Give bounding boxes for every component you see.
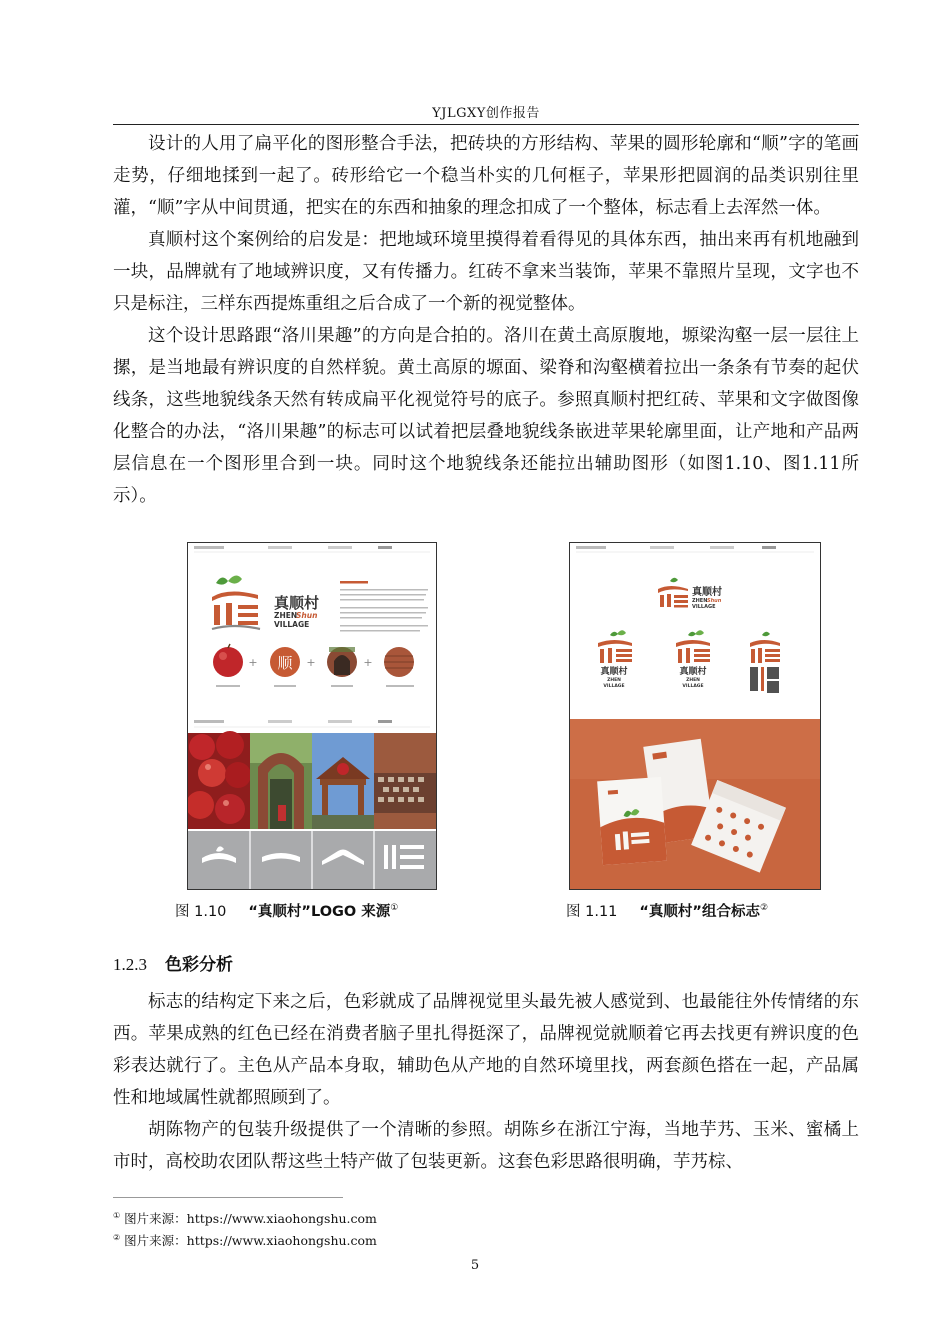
figure-1-10 [187, 542, 437, 890]
svg-text:+: + [306, 656, 316, 669]
symbol-panels [188, 831, 436, 889]
paragraph: 胡陈物产的包装升级提供了一个清晰的参照。胡陈乡在浙江宁海，当地芋艿、玉米、蜜橘上市时，高校助农团队帮这些土特产做了包装更新。这套色彩思路很明确，芋艿棕、 [113, 1120, 859, 1172]
body-text-bottom [113, 986, 859, 1178]
figure-1-11-image [570, 543, 820, 889]
lockup-en-2: Shun [707, 598, 722, 604]
vlockup2-en-3: VILLAGE [682, 684, 704, 689]
page-number: 5 [470, 1258, 480, 1273]
running-head: YJLGXY创作报告 [432, 106, 540, 121]
section-number: 1.2.3 [113, 955, 147, 974]
brick-wall-circle [384, 647, 414, 677]
section-title: 色彩分析 [165, 955, 233, 975]
logo-cn-text: 真顺村 [274, 594, 320, 612]
section-heading [113, 950, 233, 975]
vlockup1-cn: 真顺村 [600, 667, 628, 677]
gate-building-photo [312, 733, 374, 829]
svg-text:+: + [248, 656, 258, 669]
arch-gate-photo [250, 733, 312, 829]
vlockup2-en: ZHEN [686, 678, 700, 683]
arch-gate-circle [327, 647, 357, 677]
caption-number: 图 1.10 [175, 904, 227, 920]
vlockup2-cn: 真顺村 [679, 667, 707, 677]
vlockup1-en: ZHEN [607, 678, 621, 683]
footnote-mark: ② [759, 903, 769, 914]
caption-name: “真顺村”LOGO 来源 [248, 904, 391, 920]
brick-wall-photo [374, 733, 436, 829]
footnote-mark: ① [390, 903, 399, 914]
logo-en-text-3: VILLAGE [274, 620, 310, 629]
packaging-photo [570, 719, 820, 889]
footnote-rule [113, 1197, 343, 1198]
paragraph: 真顺村这个案例给的启发是：把地域环境里摸得着看得见的具体东西，抽出来再有机地融到一块，品牌就有了地域辨识度，又有传播力。红砖不拿来当装饰，苹果不靠照片呈现，文字也不只是标注，三样东西提炼重组之后合成了一个新的视觉整体。 [113, 230, 859, 314]
footnote [113, 1228, 377, 1250]
figure-1-11-caption [566, 900, 768, 921]
figure-1-11 [569, 542, 821, 890]
svg-text:+: + [363, 656, 373, 669]
header-rule [113, 124, 859, 125]
paragraph: 标志的结构定下来之后，色彩就成了品牌视觉里头最先被人感觉到、也最能往外传情绪的东西。苹果成熟的红色已经在消费者脑子里扎得挺深了，品牌视觉就顺着它再去找更有辨识度的色彩表达就行了。主色从产品本身取，辅助色从产地的自然环境里找，两套颜色搭在一起，产品属性和地域属性就都照顾到了。 [113, 992, 859, 1108]
figure-1-10-image [188, 543, 436, 889]
lockup-en-1: ZHEN [692, 598, 708, 604]
caption-name: “真顺村”组合标志 [639, 904, 760, 920]
lockup-cn-text: 真顺村 [692, 587, 722, 598]
figure-1-10-caption [175, 900, 398, 921]
vlockup1-en-3: VILLAGE [603, 684, 625, 689]
logo-en-text-2: Shun [296, 611, 318, 620]
footnotes [113, 1206, 377, 1250]
shun-character-circle [270, 647, 300, 677]
apple-photo [188, 731, 251, 829]
paragraph: 设计的人用了扁平化的图形整合手法，把砖块的方形结构、苹果的圆形轮廓和“顺”字的笔画走势，仔细地揉到一起了。砖形给它一个稳当朴实的几何框子，苹果形把圆润的品类识别往里灌，“顺”字从中间贯通，把实在的东西和抽象的理念扣成了一个整体，标志看上去浑然一体。 [113, 134, 859, 218]
footnote-text: 图片来源：https://www.xiaohongshu.com [124, 1233, 377, 1249]
body-text-top [113, 128, 859, 512]
paragraph: 这个设计思路跟“洛川果趣”的方向是合拍的。洛川在黄土高原腹地，塬梁沟壑一层一层往上摞，是当地最有辨识度的自然样貌。黄土高原的塬面、梁脊和沟壑横着拉出一条条有节奏的起伏线条，这些地貌线条天然有转成扁平化视觉符号的底子。参照真顺村把红砖、苹果和文字做图像化整合的办法，“洛川果趣”的标志可以试着把层叠地貌线条嵌进苹果轮廓里面，让产地和产品两层信息在一个图形里合到一块。同时这个地貌线条还能拉出辅助图形（如图1.10、图1.11所示）。 [113, 326, 859, 506]
footnote-text: 图片来源：https://www.xiaohongshu.com [124, 1211, 377, 1227]
logo-en-text-1: ZHEN [274, 611, 298, 620]
footnote [113, 1206, 377, 1228]
shun-character: 顺 [277, 654, 293, 672]
footnote-mark: ② [113, 1233, 121, 1243]
lockup-en-3: VILLAGE [692, 604, 716, 610]
caption-number: 图 1.11 [566, 904, 618, 920]
footnote-mark: ① [113, 1211, 121, 1220]
